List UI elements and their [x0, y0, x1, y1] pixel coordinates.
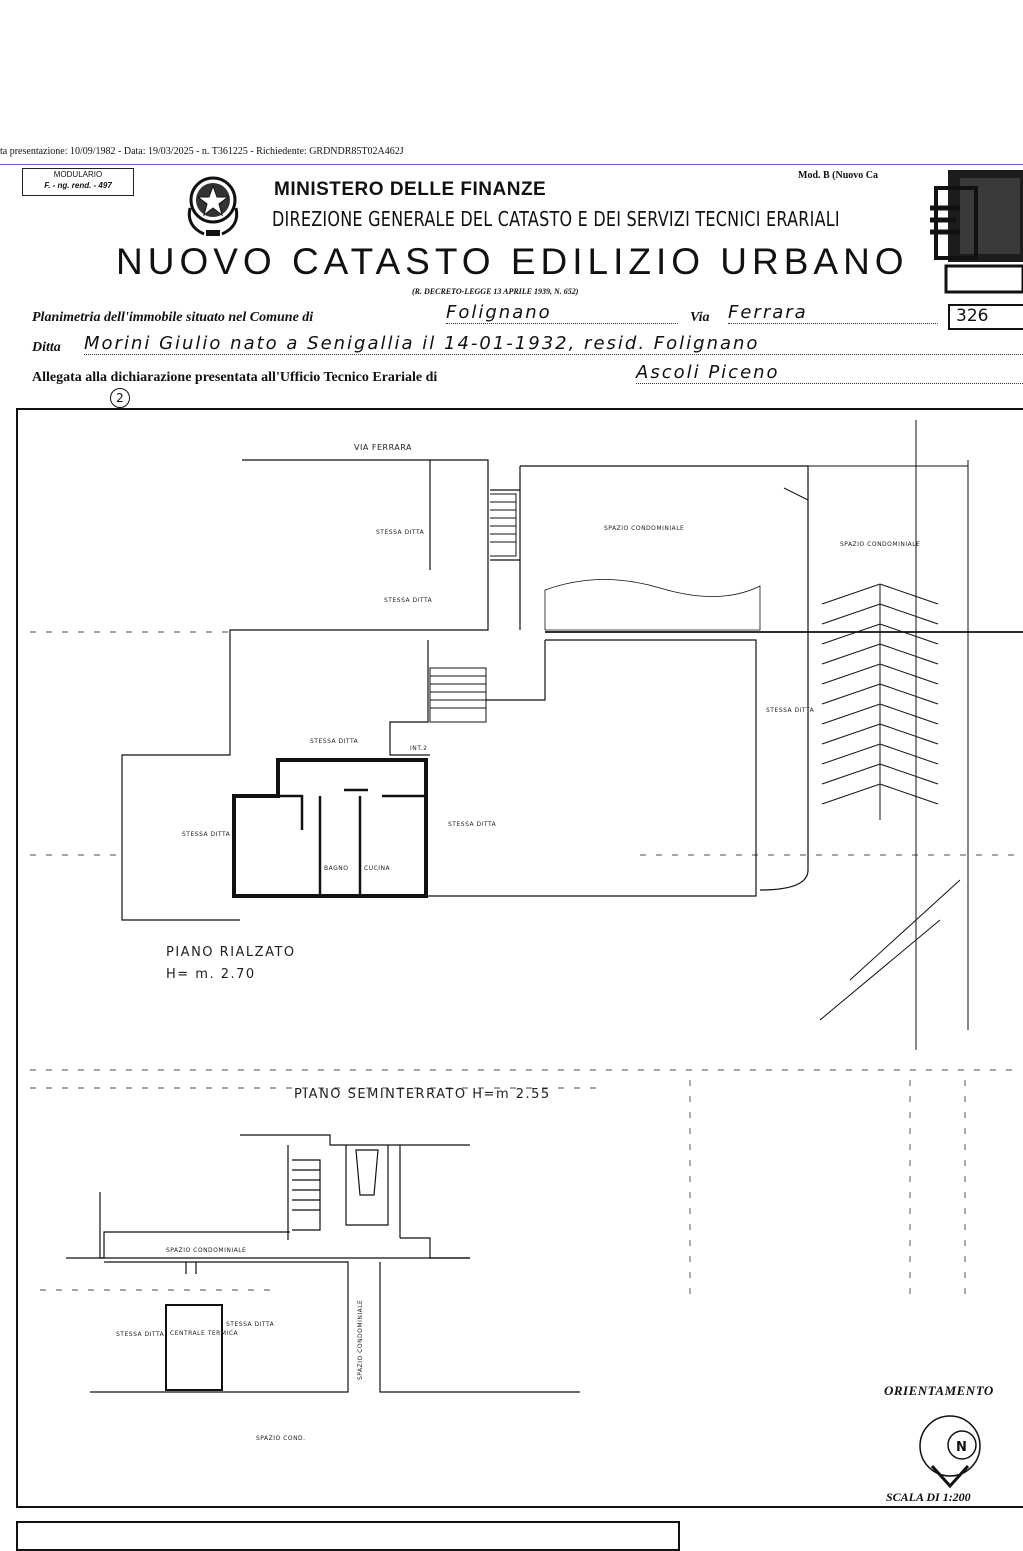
- via-value: Ferrara: [728, 302, 938, 324]
- planimetria-label: Planimetria dell'immobile situato nel Comune di: [32, 310, 314, 325]
- ditta-label: Ditta: [32, 340, 61, 355]
- via-label: Via: [690, 310, 710, 325]
- bottom-form-box: [16, 1521, 680, 1551]
- spazio-condominiale-label: SPAZIO CONDOMINIALE: [604, 525, 685, 532]
- modulario-code: F. - ng. rend. - 497: [44, 181, 112, 190]
- north-icon: N: [956, 1440, 967, 1455]
- spazio-cond-bottom-label: SPAZIO COND.: [256, 1435, 306, 1442]
- ufficio-value: Ascoli Piceno: [636, 362, 1023, 384]
- piano-rialzato-label: PIANO RIALZATO: [166, 945, 296, 960]
- stessa-ditta-label-4: STESSA DITTA: [766, 707, 815, 714]
- presentation-info-line: ta presentazione: 10/09/1982 - Data: 19/03/2025 - n. T361225 - Richiedente: GRDNDR85T02A462J: [0, 146, 404, 157]
- stessa-ditta-semi-label-1: STESSA DITTA: [116, 1331, 165, 1338]
- stessa-ditta-semi-label-2: STESSA DITTA: [226, 1321, 275, 1328]
- document-title: NUOVO CATASTO EDILIZIO URBANO: [116, 241, 909, 282]
- stessa-ditta-label-1: STESSA DITTA: [376, 529, 425, 536]
- int-label: INT.2: [410, 745, 428, 752]
- directorate-title: DIREZIONE GENERALE DEL CATASTO E DEI SERVIZI TECNICI ERARIALI: [272, 207, 840, 231]
- comune-value: Folignano: [446, 302, 678, 324]
- centrale-termica-label: CENTRALE TERMICA: [170, 1330, 239, 1337]
- decree-reference: (R. DECRETO-LEGGE 13 APRILE 1939, N. 652): [412, 287, 579, 296]
- stessa-ditta-label-5: STESSA DITTA: [448, 821, 497, 828]
- stessa-ditta-label-3: STESSA DITTA: [310, 738, 359, 745]
- ministry-title: MINISTERO DELLE FINANZE: [274, 179, 547, 200]
- spazio-condominiale-right-label: SPAZIO CONDOMINIALE: [840, 541, 921, 548]
- stessa-ditta-label-2: STESSA DITTA: [384, 597, 433, 604]
- spazio-cond-vertical-label: SPAZIO CONDOMINIALE: [357, 1299, 364, 1380]
- civico-box: 326: [948, 304, 1023, 330]
- piano-seminterrato-label: PIANO SEMINTERRATO H=m 2.55: [294, 1087, 551, 1102]
- stessa-ditta-label-6: STESSA DITTA: [182, 831, 231, 838]
- spazio-cond-semi-label: SPAZIO CONDOMINIALE: [166, 1247, 247, 1254]
- orientation-label: ORIENTAMENTO: [884, 1383, 994, 1398]
- bagno-label: BAGNO: [324, 865, 349, 872]
- ditta-value: Morini Giulio nato a Senigallia il 14-01-1932, resid. Folignano: [84, 333, 1023, 355]
- sheet-number: 2: [110, 388, 130, 408]
- modulario-label: MODULARIO: [53, 170, 103, 179]
- altezza-rialzato-label: H= m. 2.70: [166, 967, 256, 982]
- allegata-label: Allegata alla dichiarazione presentata all'Ufficio Tecnico Erariale di: [32, 370, 438, 385]
- cucina-label: CUCINA: [364, 865, 391, 872]
- model-b-label: Mod. B (Nuovo Ca: [798, 170, 879, 181]
- via-ferrara-label: VIA FERRARA: [354, 443, 412, 452]
- scale-label: SCALA DI 1:200: [886, 1490, 971, 1504]
